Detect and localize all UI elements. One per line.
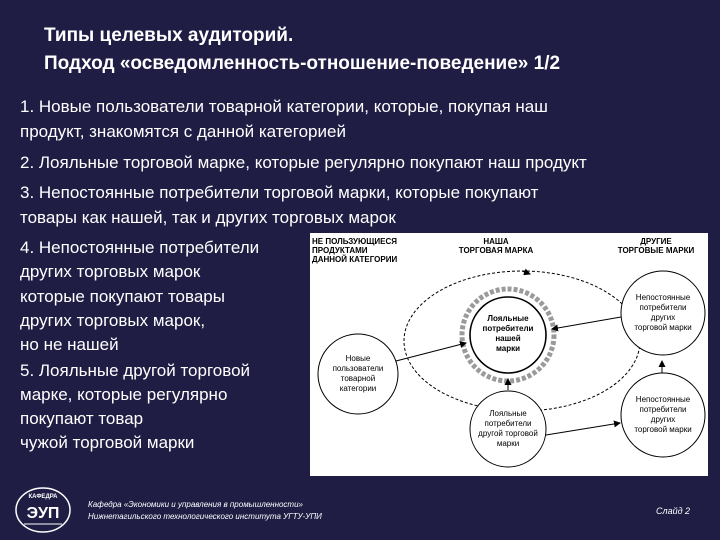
right-bottom-line-3: других xyxy=(650,415,676,424)
right-bottom-line-4: торговой марки xyxy=(634,425,692,434)
svg-text:КАФЕДРА: КАФЕДРА xyxy=(28,494,58,500)
center-line-2: потребители xyxy=(482,324,534,333)
footer-line-1: Кафедра «Экономики и управления в промышленности» xyxy=(88,500,303,509)
col1-line-3: ДАННОЙ КАТЕГОРИИ xyxy=(312,255,398,264)
left-line-1: Новые xyxy=(345,354,371,363)
col-header-other-brands xyxy=(606,237,706,255)
col2-line-2: ТОРГОВАЯ МАРКА xyxy=(458,246,534,255)
item-4-line-4: других торговых марок, xyxy=(20,311,206,330)
item-4-line-5: но не нашей xyxy=(20,335,119,354)
item-4-line-3: которые покупают товары xyxy=(20,287,225,306)
right-top-circle-label xyxy=(623,293,703,333)
right-top-line-3: других xyxy=(650,313,676,322)
col3-line-2: ТОРГОВЫЕ МАРКИ xyxy=(617,246,695,255)
footer-text xyxy=(88,499,322,523)
right-bottom-line-2: потребители xyxy=(639,405,687,414)
item-5-line-3: покупают товар xyxy=(20,409,144,428)
col2-line-1: НАША xyxy=(483,237,509,246)
right-bottom-line-1: Непостоянные xyxy=(635,395,691,404)
arrow-bottom-to-right xyxy=(546,423,620,435)
left-circle-label xyxy=(320,354,396,394)
bottom-line-4: марки xyxy=(496,439,520,448)
title-line-1: Типы целевых аудиторий. xyxy=(44,25,294,46)
audience-diagram xyxy=(310,233,708,476)
item-1-line-2: продукт, знакомятся с данной категорией xyxy=(20,122,346,141)
right-top-line-1: Непостоянные xyxy=(635,293,691,302)
item-4-line-2: других торговых марок xyxy=(20,262,201,281)
center-line-4: марки xyxy=(495,344,521,353)
col-header-our-brand xyxy=(448,237,544,255)
col-header-nonusers xyxy=(312,237,424,264)
col1-line-2: ПРОДУКТАМИ xyxy=(312,246,368,255)
right-top-line-4: торговой марки xyxy=(634,323,692,332)
center-line-3: нашей xyxy=(495,334,521,343)
footer-line-2: Нижнетагильского технологического института УГТУ-УПИ xyxy=(88,512,322,521)
bottom-circle-label xyxy=(470,409,546,449)
svg-text:ЭУП: ЭУП xyxy=(26,505,60,522)
item-2-line-1: 2. Лояльные торговой марке, которые регулярно покупают наш продукт xyxy=(20,153,587,172)
department-logo xyxy=(14,486,72,534)
item-3-line-2: товары как нашей, так и других торговых марок xyxy=(20,208,396,227)
slide-number: Слайд 2 xyxy=(656,506,691,516)
left-line-4: категории xyxy=(339,384,377,393)
col3-line-1: ДРУГИЕ xyxy=(640,237,672,246)
left-line-3: товарной xyxy=(340,374,376,383)
center-line-1: Лояльные xyxy=(487,314,529,323)
title-line-2: Подход «осведомленность-отношение-поведение» 1/2 xyxy=(44,53,561,74)
bottom-line-3: другой торговой xyxy=(478,429,538,438)
arrow-right-to-center xyxy=(552,317,621,329)
bottom-line-1: Лояльные xyxy=(489,409,527,418)
item-5-line-4: чужой торговой марки xyxy=(20,433,195,452)
item-3-line-1: 3. Непостоянные потребители торговой марки, которые покупают xyxy=(20,183,539,202)
col1-line-1: НЕ ПОЛЬЗУЮЩИЕСЯ xyxy=(312,237,397,246)
right-top-line-2: потребители xyxy=(639,303,687,312)
arrow-left-to-center xyxy=(396,343,466,361)
left-line-2: пользователи xyxy=(332,364,384,373)
slide-title xyxy=(44,22,704,78)
item-1-line-1: 1. Новые пользователи товарной категории, которые, покупая наш xyxy=(20,97,548,116)
item-5-line-1: 5. Лояльные другой торговой xyxy=(20,361,251,380)
right-bottom-circle-label xyxy=(623,395,703,435)
item-4-line-1: 4. Непостоянные потребители xyxy=(20,238,260,257)
item-5-line-2: марке, которые регулярно xyxy=(20,385,228,404)
center-circle-label xyxy=(470,314,546,354)
bottom-line-2: потребители xyxy=(484,419,532,428)
